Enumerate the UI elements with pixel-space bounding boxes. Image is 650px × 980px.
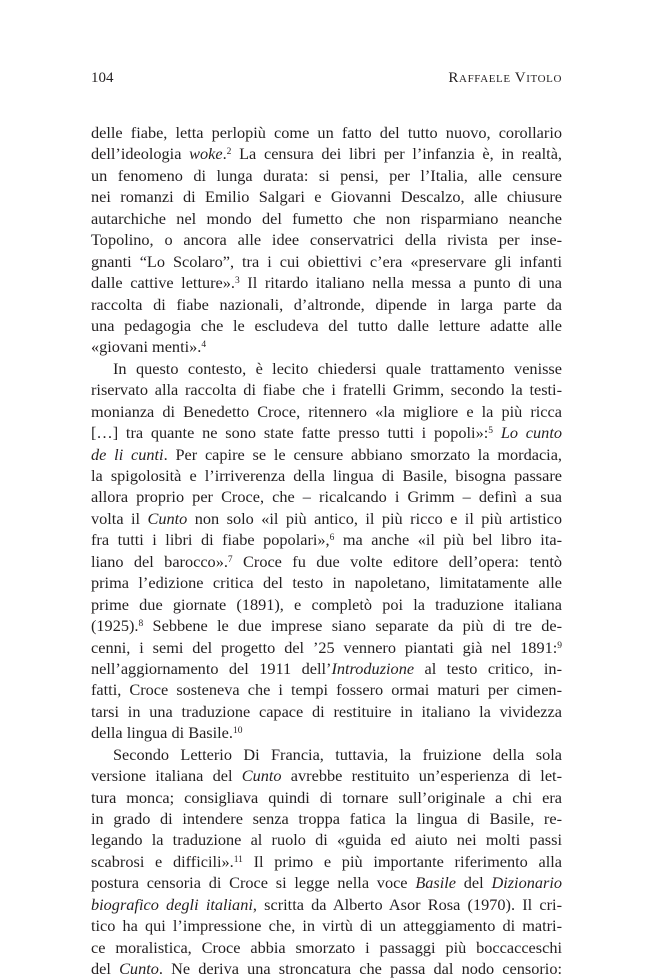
text-line — [91, 937, 562, 958]
page-number: 104 — [91, 70, 114, 86]
text-segment: monianza di Benedetto Croce, ritennero «la migliore e la più ricca — [91, 401, 562, 421]
text-line — [91, 229, 562, 250]
text-segment: la spigolosità e l’irriverenza della lingua di Basile, bisogna passare — [91, 466, 562, 485]
text-line — [91, 465, 562, 486]
text-segment — [493, 423, 501, 442]
text-line — [91, 915, 562, 936]
text-segment: Topolino, o ancora alle idee conservatrici della rivista per inse- — [91, 230, 562, 250]
italic-text: Cunto — [119, 959, 159, 979]
footnote-ref: 11 — [233, 854, 243, 865]
footnote-ref: 10 — [232, 726, 243, 737]
text-segment: tarsi in una traduzione capace di restituire in italiano la vividezza — [91, 701, 562, 721]
text-segment: dalle cattive letture». — [91, 273, 235, 293]
text-segment: Croce fu due volte editore dell’opera: tentò — [232, 551, 563, 571]
text-segment: autarchiche nel mondo del fumetto che non risparmiano neanche — [91, 208, 562, 228]
text-line — [91, 894, 562, 915]
italic-text: Cunto — [241, 766, 282, 786]
footnote-ref: 6 — [329, 533, 335, 544]
text-segment: Il ritardo italiano nella messa a punto di una — [239, 273, 563, 293]
text-line — [91, 765, 562, 786]
text-segment: postura censoria di Croce si legge nella voce — [91, 873, 416, 893]
text-line — [91, 315, 562, 336]
footnote-ref: 2 — [226, 147, 232, 158]
italic-text: Lo cunto — [500, 423, 562, 443]
text-segment: una pedagogia che le escludeva del tutto dalle letture adatte alle — [91, 315, 562, 335]
running-head-author: Raffaele Vitolo — [448, 70, 562, 86]
text-line — [91, 872, 562, 893]
text-line — [91, 722, 562, 743]
text-segment: raccolta di fiabe nazionali, d’altronde, dipende in larga parte da — [91, 294, 562, 314]
text-segment: del — [91, 959, 120, 979]
text-line — [91, 358, 562, 379]
text-line — [91, 379, 562, 400]
text-segment: nell’aggiornamento del 1911 dell’ — [91, 658, 332, 678]
text-line — [91, 486, 562, 507]
text-segment: «giovani menti». — [91, 337, 202, 357]
italic-text: woke — [189, 144, 223, 164]
text-line — [91, 444, 562, 465]
text-segment: riservato alla raccolta di fiabe che i fratelli Grimm, secondo la testi- — [91, 380, 562, 400]
text-segment: In questo contesto, è lecito chiedersi quale trattamento venisse — [113, 358, 562, 378]
footnote-ref: 3 — [234, 276, 240, 287]
text-segment: non solo «il più antico, il più ricco e il più artistico — [187, 508, 562, 528]
text-line — [91, 572, 562, 593]
text-segment: legando la traduzione al ruolo di «guida ed aiuto nei molti passi — [91, 830, 562, 850]
text-line — [91, 422, 562, 443]
text-segment: fra tutti i libri di fiabe popolari», — [91, 530, 330, 550]
text-line — [91, 401, 562, 422]
text-segment: La censura dei libri per l’infanzia è, in realtà, — [231, 144, 562, 164]
italic-text: Introduzione — [331, 658, 415, 678]
italic-text: Cunto — [147, 508, 188, 528]
text-line — [91, 336, 562, 357]
text-segment: Sebbene le due imprese siano separate da più di tre de- — [143, 616, 562, 636]
text-segment: , scritta da Alberto Asor Rosa (1970). Il cri- — [252, 894, 563, 914]
text-line — [91, 744, 562, 765]
text-line — [91, 637, 562, 658]
italic-text: Basile — [415, 873, 457, 893]
text-line — [91, 122, 562, 143]
text-segment: ma anche «il più bel libro ita- — [334, 530, 563, 550]
text-segment: fatti, Croce sosteneva che i tempi fossero ormai maturi per cimen- — [91, 680, 562, 700]
italic-text: biografico degli italiani — [91, 894, 253, 914]
text-segment: (1925). — [91, 616, 139, 636]
text-line — [91, 251, 562, 272]
text-segment: al testo critico, in- — [414, 658, 562, 678]
footnote-ref: 8 — [138, 619, 144, 630]
text-line — [91, 208, 562, 229]
text-segment: allora proprio per Croce, che – ricalcando i Grimm – definì a sua — [91, 487, 562, 507]
italic-text: Dizionario — [491, 873, 563, 893]
text-line — [91, 701, 562, 722]
text-line — [91, 143, 562, 164]
text-segment: Secondo Letterio Di Francia, tuttavia, la fruizione della sola — [113, 744, 562, 764]
text-segment: del — [456, 873, 492, 893]
footnote-ref: 9 — [557, 640, 562, 651]
text-line — [91, 529, 562, 550]
text-segment: . Ne deriva una stroncatura che passa dal nodo censorio: — [158, 959, 562, 979]
text-line — [91, 808, 562, 829]
text-line — [91, 594, 562, 615]
text-segment: gnanti “Lo Scolaro”, tra i cui obiettivi c’era «preservare gli infanti — [91, 251, 562, 271]
text-segment: prima l’edizione critica del testo in napoletano, limitatamente alle — [91, 573, 562, 593]
text-line — [91, 851, 562, 872]
text-segment: volta il — [91, 508, 148, 528]
footnote-ref: 5 — [488, 426, 493, 437]
footnote-ref: 4 — [201, 340, 207, 351]
text-segment: Il primo e più importante riferimento alla — [242, 851, 563, 871]
text-line — [91, 829, 562, 850]
text-segment: della lingua di Basile. — [91, 723, 233, 743]
text-line — [91, 958, 562, 979]
italic-text: de li cunti — [91, 444, 164, 464]
body-text — [91, 122, 562, 980]
text-segment: prime due giornate (1891), e completò poi la traduzione italiana — [91, 594, 562, 614]
text-segment: un fenomeno di lunga durata: si pensi, per l’Italia, alle censure — [91, 165, 562, 185]
text-segment: avrebbe restituito un’esperienza di let- — [281, 766, 562, 786]
text-line — [91, 186, 562, 207]
text-segment: dell’ideologia — [91, 144, 190, 164]
text-segment: in grado di intendere senza troppa fatica la lingua di Basile, re- — [91, 809, 562, 828]
text-segment: tura monca; consigliava quindi di tornare sull’originale a chi era — [91, 787, 562, 807]
text-line — [91, 615, 562, 636]
text-segment: . Per capire se le censure abbiano smorzato la mordacia, — [163, 444, 562, 464]
text-line — [91, 658, 562, 679]
text-line — [91, 551, 562, 572]
text-line — [91, 294, 562, 315]
text-line — [91, 165, 562, 186]
footnote-ref: 7 — [227, 554, 233, 565]
text-line — [91, 272, 562, 293]
text-segment: nei romanzi di Emilio Salgari e Giovanni Descalzo, alle chiusure — [91, 187, 562, 207]
text-segment: cenni, i semi del progetto del ’25 vennero piantati già nel 1891: — [91, 637, 558, 657]
text-segment: tico ha qui l’impressione che, in virtù di un atteggiamento di matri- — [91, 916, 562, 936]
text-segment: . — [222, 144, 227, 164]
text-segment: […] tra quante ne sono state fatte presso tutti i popoli»: — [91, 423, 489, 443]
text-segment: ce moralistica, Croce abbia smorzato i passaggi più boccacceschi — [91, 937, 562, 957]
text-segment: versione italiana del — [91, 766, 242, 786]
text-segment: delle fiabe, letta perlopiù come un fatto del tutto nuovo, corollario — [91, 123, 562, 142]
text-line — [91, 508, 562, 529]
text-line — [91, 787, 562, 808]
text-segment: liano del barocco». — [91, 551, 228, 571]
text-segment: scabrosi e difficili». — [91, 851, 234, 871]
text-line — [91, 679, 562, 700]
